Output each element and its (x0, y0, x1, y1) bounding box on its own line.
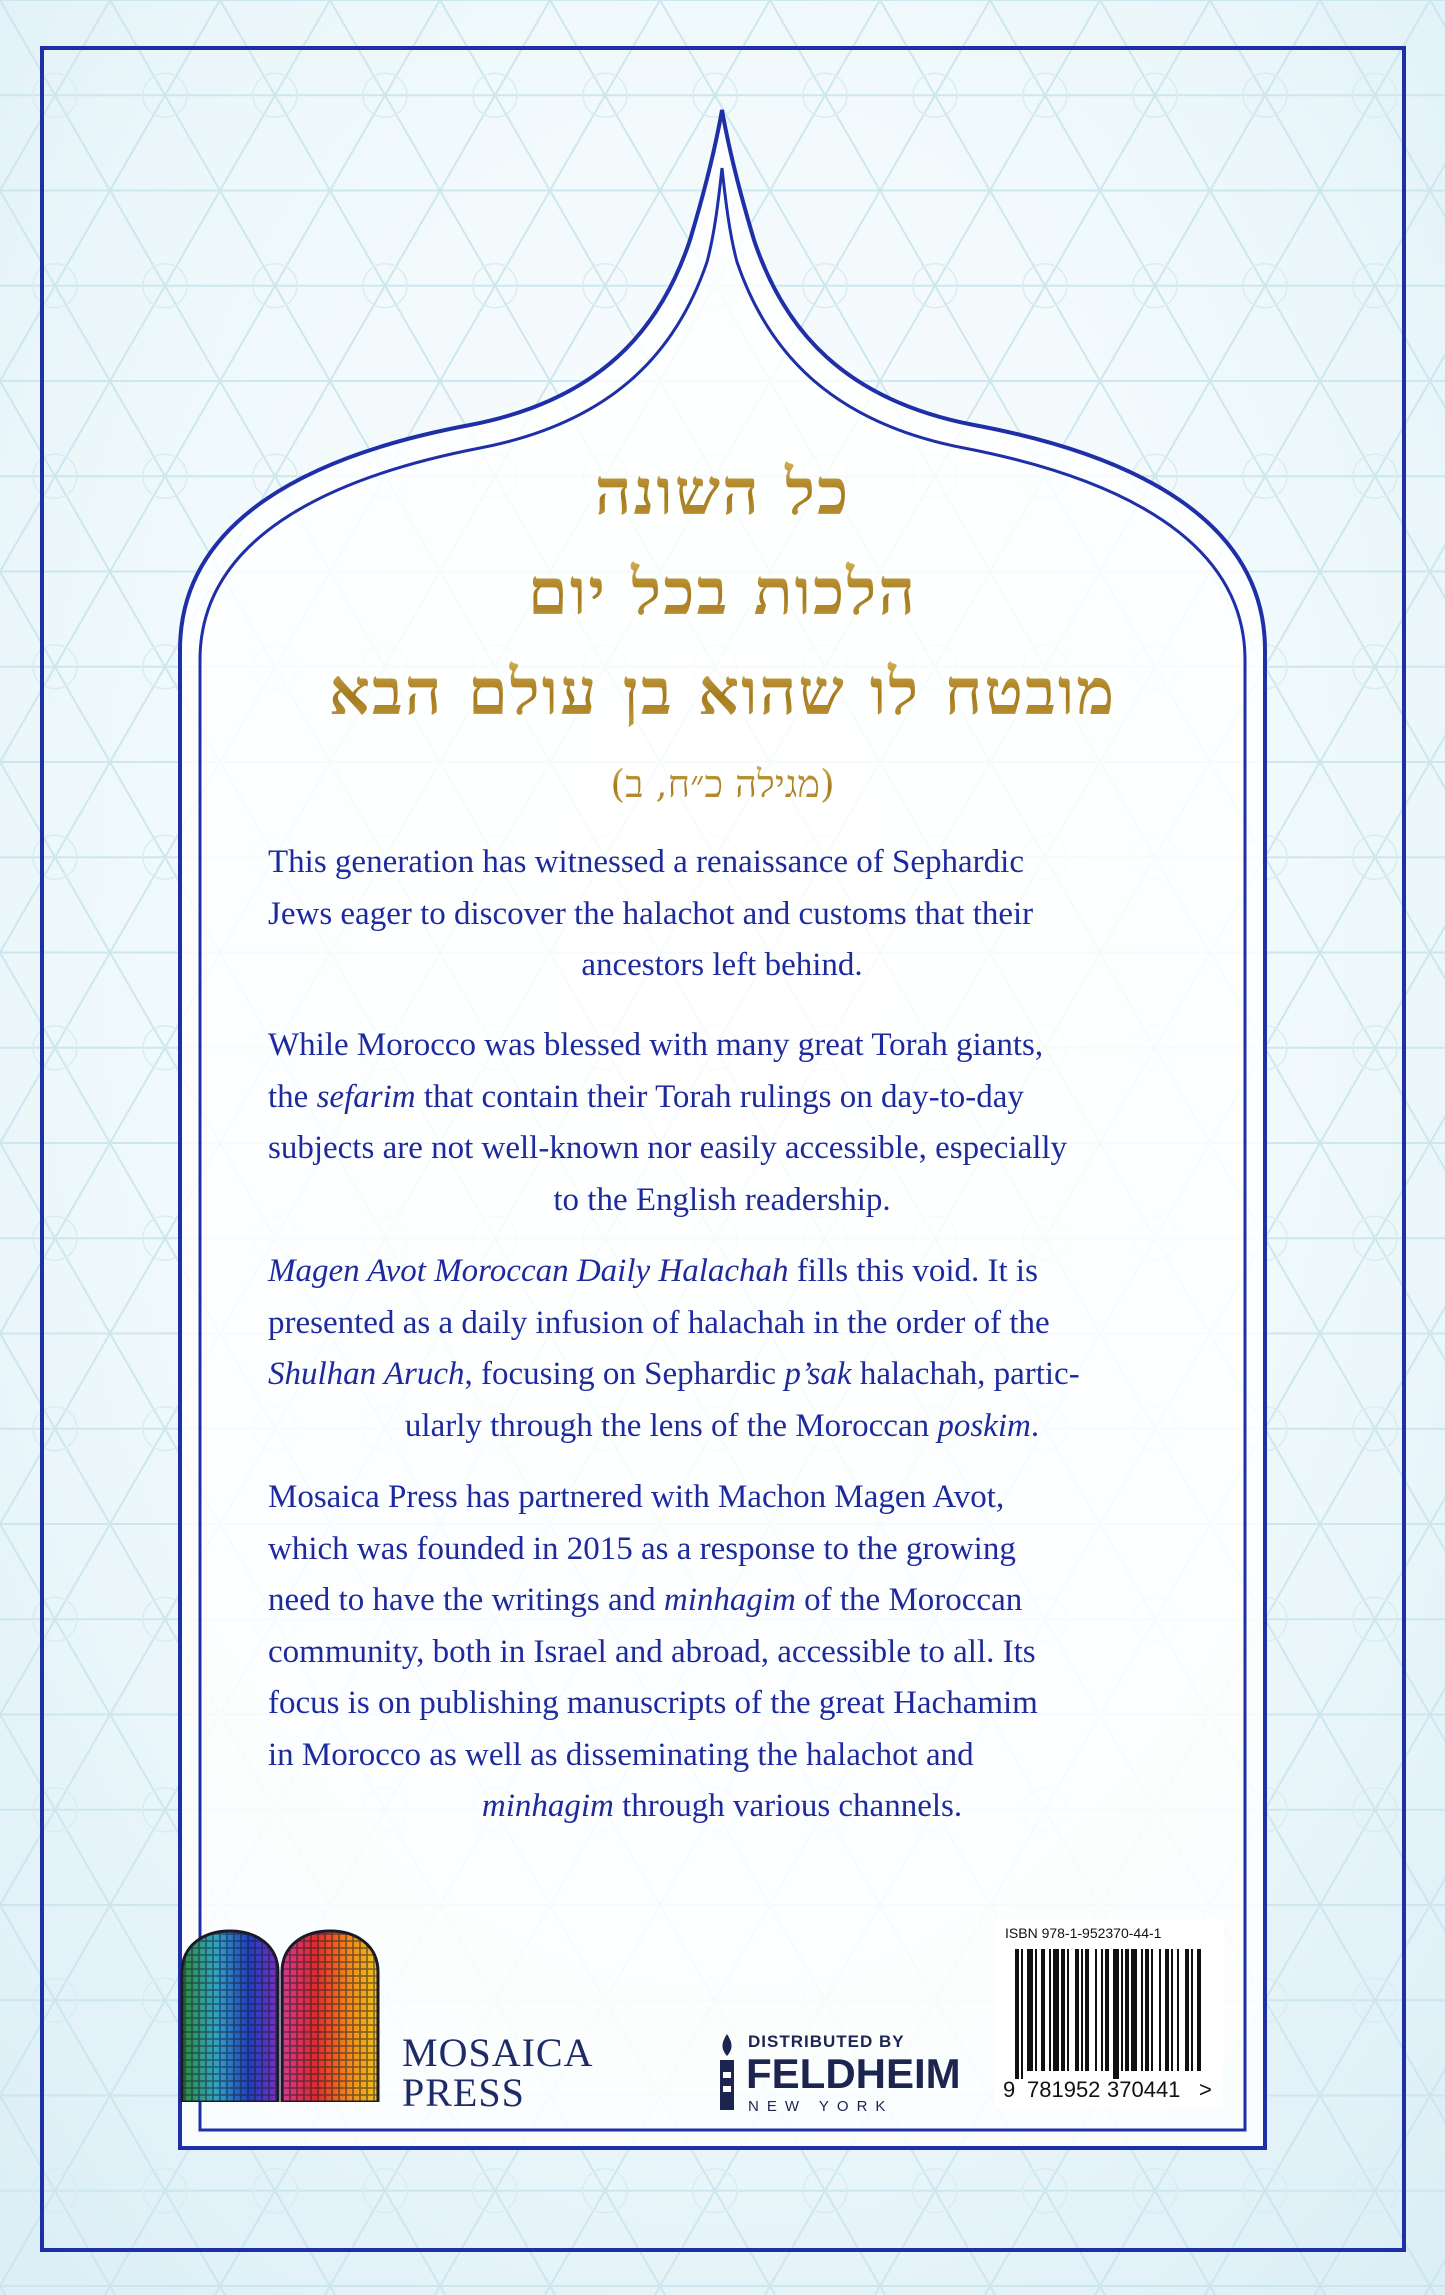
barcode-bar (1141, 1949, 1143, 2071)
distributed-by-label: DISTRIBUTED BY (748, 2032, 905, 2051)
paragraph-line: Jews eager to discover the halachot and customs that their (268, 895, 1034, 932)
barcode-bar (1067, 1949, 1069, 2071)
barcode-bar (1081, 1949, 1083, 2071)
publisher-name-line-2: PRESS (402, 2070, 525, 2115)
barcode-bar (1145, 1949, 1149, 2071)
paragraph-partnership (268, 1472, 1176, 1833)
paragraph-line: While Morocco was blessed with many great Torah giants, (268, 1027, 1044, 1063)
barcode-bar (1105, 1949, 1109, 2071)
isbn-barcode (995, 1919, 1223, 2108)
paragraph-line: subjects are not well-known nor easily accessible, especially (268, 1130, 1068, 1166)
barcode-bar (1027, 1949, 1033, 2071)
barcode-bar (1177, 1949, 1179, 2071)
barcode-arrow: > (1199, 2077, 1212, 2102)
candle-icon (712, 2032, 742, 2114)
paragraph-line: Shulhan Aruch, focusing on Sephardic p’sak halachah, partic- (268, 1356, 1080, 1392)
distributor-name: FELDHEIM (746, 2050, 961, 2097)
barcode-bar (1185, 1949, 1189, 2071)
paragraph-line: which was founded in 2015 as a response to the growing (268, 1530, 1016, 1567)
paragraph-line: to the English readership. (553, 1181, 891, 1218)
mosaica-tablets-logo (178, 1927, 388, 2102)
barcode-bar (1021, 1949, 1023, 2079)
paragraph-line: in Morocco as well as disseminating the halachot and (268, 1736, 974, 1773)
paragraph-line: focus is on publishing manuscripts of the great Hachamim (268, 1685, 1038, 1721)
paragraph-morocco (268, 1020, 1176, 1226)
paragraph-line: minhagim through various channels. (481, 1788, 963, 1824)
paragraph-renaissance (268, 837, 1176, 992)
barcode-digits-right: 370441 (1107, 2077, 1181, 2102)
paragraph-line: ularly through the lens of the Moroccan poskim. (404, 1407, 1040, 1444)
barcode-bar (1075, 1949, 1079, 2071)
barcode-bar (1053, 1949, 1059, 2071)
paragraph-line: Magen Avot Moroccan Daily Halachah fills this void. It is (268, 1253, 1038, 1289)
paragraph-line: community, both in Israel and abroad, accessible to all. Its (268, 1633, 1036, 1670)
hebrew-quote-line-2: הלכות בכל יום (0, 555, 1445, 630)
barcode-bar (1035, 1949, 1037, 2071)
paragraph-line: ancestors left behind. (581, 947, 863, 983)
barcode-bar (1015, 1949, 1019, 2079)
hebrew-quote-line-3: מובטח לו שהוא בן עולם הבא (0, 655, 1445, 730)
barcode-bar (1197, 1949, 1201, 2071)
barcode-bar (1131, 1949, 1137, 2071)
hebrew-citation: (מגילה כ״ח, ב) (0, 762, 1445, 807)
publisher-name (402, 2030, 594, 2115)
paragraph-magen-avot (268, 1246, 1176, 1452)
hebrew-quote-line-1: כל השונה (0, 455, 1445, 530)
paragraph-line: Mosaica Press has partnered with Machon Magen Avot, (268, 1479, 1005, 1515)
paragraph-line: This generation has witnessed a renaissance of Sephardic (268, 844, 1024, 880)
publisher-name-line-1: MOSAICA (402, 2030, 594, 2075)
paragraph-line: the sefarim that contain their Torah rulings on day-to-day (268, 1078, 1024, 1115)
barcode-bar (1061, 1949, 1065, 2071)
barcode-bar (1101, 1949, 1103, 2071)
barcode-bar (1165, 1949, 1169, 2071)
barcode-bar (1041, 1949, 1045, 2071)
barcode-bar (1171, 1949, 1173, 2071)
barcode-bar (1095, 1949, 1097, 2071)
barcode-bar (1121, 1949, 1123, 2071)
barcode-bar (1159, 1949, 1161, 2071)
isbn-number: ISBN 978-1-952370-44-1 (1005, 1925, 1162, 1941)
barcode-bar (1049, 1949, 1051, 2071)
distributor-city: NEW YORK (748, 2098, 894, 2115)
barcode-bar (1151, 1949, 1153, 2071)
barcode-bar (1085, 1949, 1089, 2071)
barcode-bar (1191, 1949, 1193, 2071)
paragraph-line: need to have the writings and minhagim of the Moroccan (268, 1582, 1023, 1618)
distributor-logo (712, 2030, 962, 2120)
barcode-digit-lead: 9 (1003, 2077, 1016, 2102)
paragraph-line: presented as a daily infusion of halachah in the order of the (268, 1304, 1050, 1341)
barcode-digits-left: 781952 (1027, 2077, 1101, 2102)
barcode-bar (1125, 1949, 1129, 2071)
barcode-bar (1113, 1949, 1119, 2079)
